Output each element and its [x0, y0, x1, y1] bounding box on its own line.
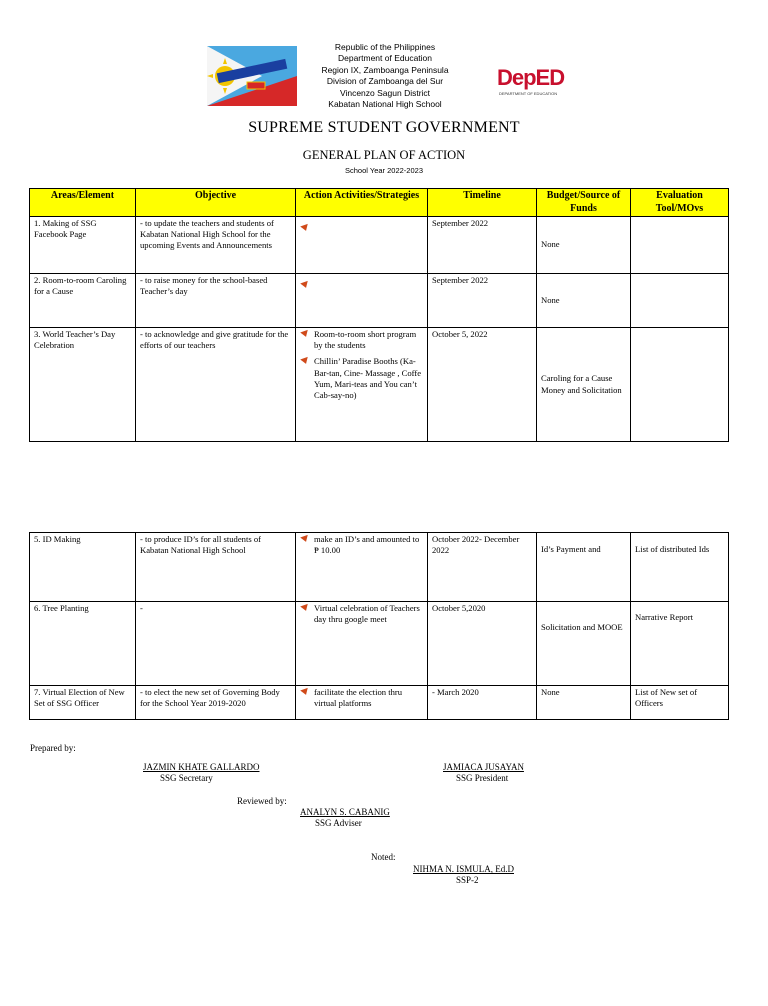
table-row [30, 686, 729, 720]
plan-table-bottom [29, 532, 729, 720]
action-item: Chillin’ Paradise Booths (Ka-Bar-tan, Cine- Massage , Coffe Yum, Mari-teas and You can’t Cab-say-no) [314, 356, 422, 401]
cell-objective: - to elect the new set of Governing Body for the School Year 2019-2020 [136, 686, 296, 720]
col-header-evaluation: Evaluation Tool/MOvs [631, 189, 729, 217]
ssp-title: SSP-2 [456, 875, 479, 885]
president-title: SSG President [456, 773, 509, 783]
deped-logo-sub: DEPARTMENT OF EDUCATION [499, 91, 558, 96]
col-header-budget: Budget/Source of Funds [537, 189, 631, 217]
cell-objective: - to acknowledge and give gratitude for the efforts of our teachers [136, 328, 296, 442]
cell-budget: Id’s Payment and [537, 533, 631, 602]
action-item: Room-to-room short program by the students [314, 329, 423, 351]
cell-actions [296, 328, 428, 442]
table-row [30, 274, 729, 328]
ssg-logo [207, 46, 297, 106]
adviser-title: SSG Adviser [315, 818, 362, 828]
cell-objective: - to raise money for the school-based Teacher’s day [136, 274, 296, 328]
school-year: School Year 2022-2023 [345, 166, 423, 175]
cell-actions [296, 274, 428, 328]
cell-evaluation [631, 274, 729, 328]
cell-area: 7. Virtual Election of New Set of SSG Officer [30, 686, 136, 720]
header-line: Division of Zamboanga del Sur [326, 76, 444, 87]
cell-budget: None [537, 686, 631, 720]
page-title: SUPREME STUDENT GOVERNMENT [248, 119, 520, 136]
cell-area: 6. Tree Planting [30, 602, 136, 686]
cell-area: 5. ID Making [30, 533, 136, 602]
cell-evaluation [631, 217, 729, 274]
deped-logo [495, 60, 575, 100]
cell-timeline: October 5,2020 [428, 602, 537, 686]
cell-area: 2. Room-to-room Caroling for a Cause [30, 274, 136, 328]
cell-timeline: September 2022 [428, 217, 537, 274]
cell-budget: None [537, 217, 631, 274]
cell-budget: None [537, 274, 631, 328]
reviewed-by-label: Reviewed by: [237, 796, 287, 806]
cell-timeline: October 5, 2022 [428, 328, 537, 442]
cell-objective: - to produce ID’s for all students of Kabatan National High School [136, 533, 296, 602]
cell-area: 3. World Teacher’s Day Celebration [30, 328, 136, 442]
col-header-area: Areas/Element [30, 189, 136, 217]
cell-budget: Solicitation and MOOE [537, 602, 631, 686]
cell-evaluation: List of distributed Ids [631, 533, 729, 602]
action-item: facilitate the election thru virtual platforms [314, 687, 423, 709]
adviser-name: ANALYN S. CABANIG [300, 807, 390, 817]
deped-logo-text: DepED [497, 65, 565, 90]
action-item: Virtual celebration of Teachers day thru google meet [314, 603, 423, 625]
header-line: Department of Education [337, 53, 433, 64]
cell-evaluation: List of New set of Officers [631, 686, 729, 720]
cell-evaluation [631, 328, 729, 442]
col-header-timeline: Timeline [428, 189, 537, 217]
table-row [30, 602, 729, 686]
cell-budget: Caroling for a Cause Money and Solicitation [537, 328, 631, 442]
header-address [290, 42, 480, 110]
table-row [30, 533, 729, 602]
action-item: make an ID’s and amounted to ₱ 10.00 [314, 534, 423, 556]
header-line: Kabatan National High School [328, 99, 442, 110]
table-row [30, 328, 729, 442]
cell-actions [296, 217, 428, 274]
cell-actions [296, 602, 428, 686]
plan-table-top [29, 188, 729, 442]
col-header-objective: Objective [136, 189, 296, 217]
page-subtitle: GENERAL PLAN OF ACTION [302, 148, 466, 162]
prepared-by-label: Prepared by: [30, 743, 76, 753]
cell-area: 1. Making of SSG Facebook Page [30, 217, 136, 274]
ssp-name: NIHMA N. ISMULA, Ed.D [413, 864, 514, 874]
cell-timeline: - March 2020 [428, 686, 537, 720]
header-line: Region IX, Zamboanga Peninsula [321, 64, 449, 75]
cell-objective: - to update the teachers and students of Kabatan National High School for the upcoming Events and Announcements [136, 217, 296, 274]
secretary-title: SSG Secretary [160, 773, 213, 783]
header-line: Vincenzo Sagun District [339, 87, 431, 98]
cell-actions [296, 686, 428, 720]
col-header-actions: Action Activities/Strategies [296, 189, 428, 217]
president-name: JAMIACA JUSAYAN [443, 762, 524, 772]
header-line: Republic of the Philippines [334, 42, 436, 52]
cell-actions [296, 533, 428, 602]
cell-timeline: September 2022 [428, 274, 537, 328]
secretary-name: JAZMIN KHATE GALLARDO [143, 762, 260, 772]
cell-objective: - [136, 602, 296, 686]
noted-label: Noted: [371, 852, 396, 862]
cell-timeline: October 2022- December 2022 [428, 533, 537, 602]
cell-evaluation: Narrative Report [631, 602, 729, 686]
table-row [30, 217, 729, 274]
